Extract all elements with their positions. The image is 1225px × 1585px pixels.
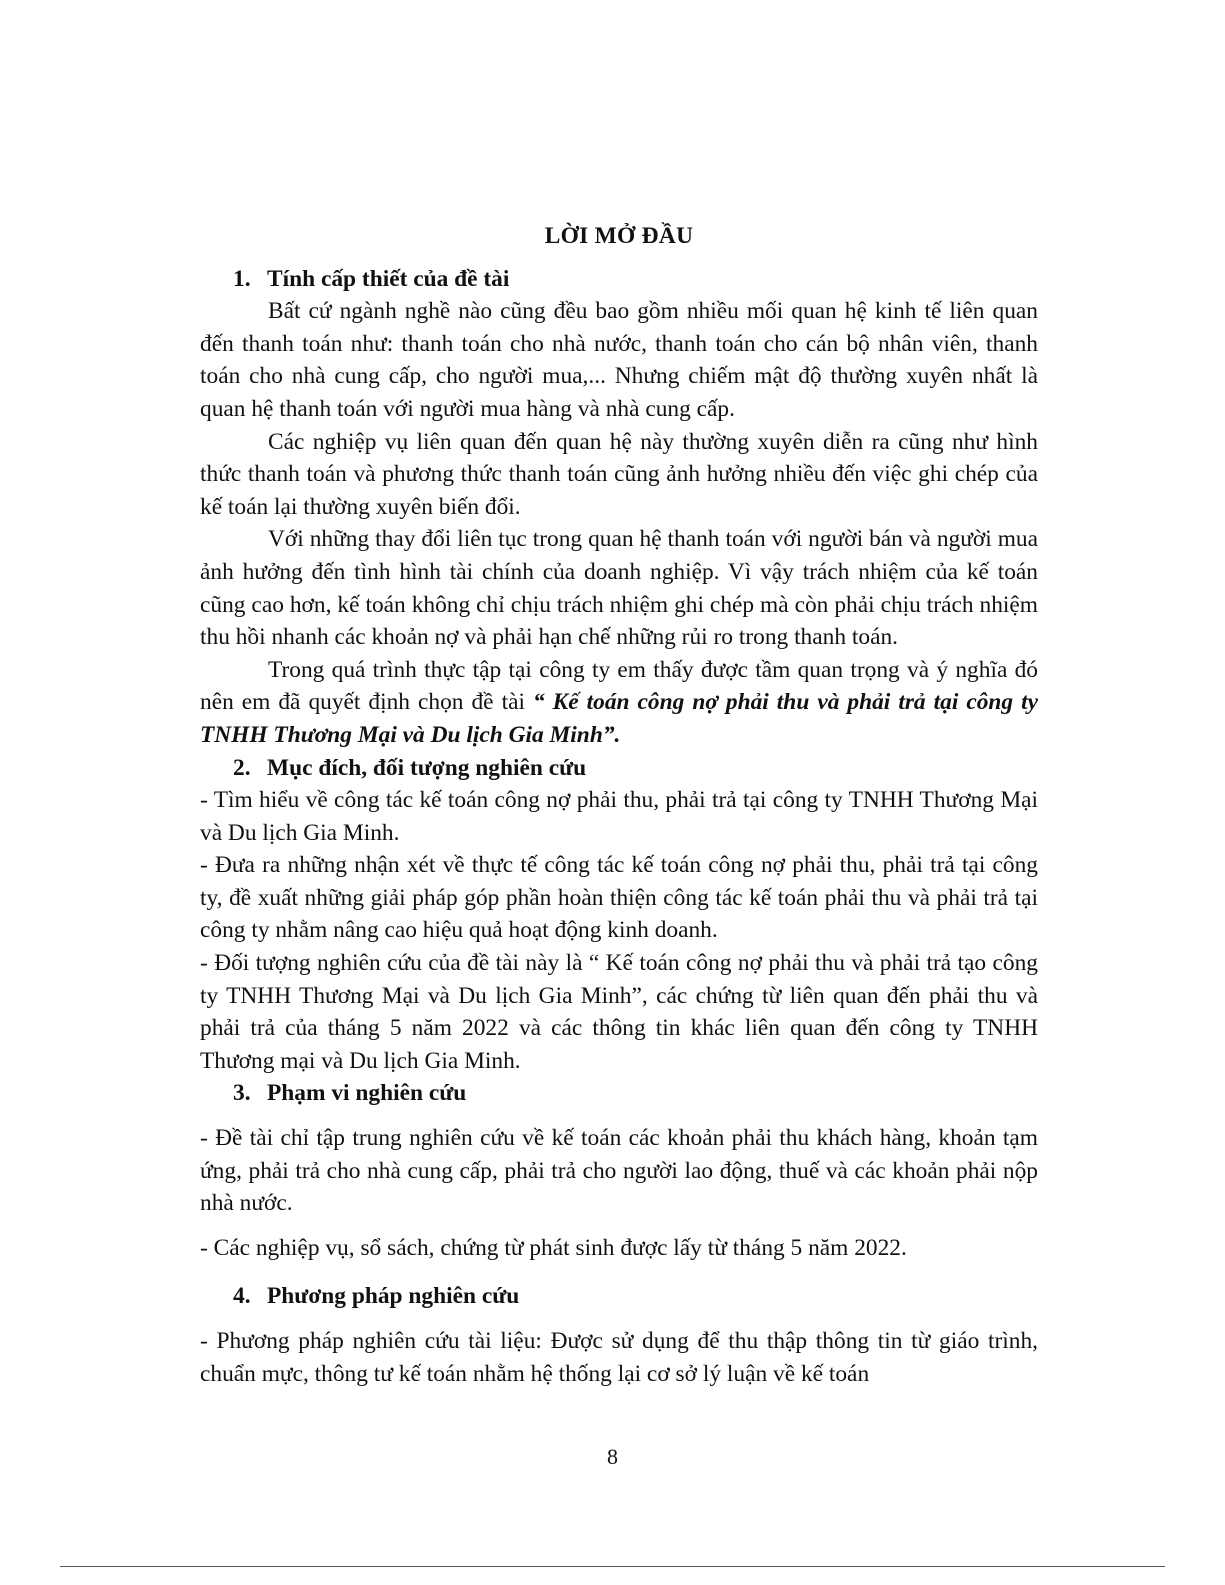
section-1-title: Tính cấp thiết của đề tài [267,265,510,292]
section-4-bullet-1: - Phương pháp nghiên cứu tài liệu: Được sử dụng để thu thập thông tin từ giáo trình, chuẩn mực, thông tư kế toán nhằm hệ thống lại cơ sở lý luận về kế toán [200,1328,1038,1387]
section-3-title: Phạm vi nghiên cứu [267,1080,467,1107]
section-2-number: 2. [233,754,251,781]
section-1-paragraph-4-lead: Trong quá trình thực tập tại công ty em thấy được tầm quan trọng và ý nghĩa đó nên em đã quyết định chọn đề tài [200,656,1038,716]
section-3-number: 3. [233,1080,251,1107]
section-2-bullet-2: - Đưa ra những nhận xét về thực tế công tác kế toán công nợ phải thu, phải trả tại công ty, đề xuất những giải pháp góp phần hoàn thiện công tác kế toán phải thu và phải trả tại công ty nhằm nâng cao hiệu quả hoạt động kinh doanh. [200,852,1038,944]
thesis-topic: “ Kế toán công nợ phải thu và phải trả tại công ty TNHH Thương Mại và Du lịch Gia Minh”. [200,689,1038,748]
section-4-number: 4. [233,1283,251,1310]
section-4-title: Phương pháp nghiên cứu [267,1283,520,1310]
page-number: 8 [607,1444,618,1469]
section-4-heading [200,1280,1038,1313]
section-1-paragraph-3: Với những thay đổi liên tục trong quan hệ thanh toán với người bán và người mua ảnh hưởng đến tình hình tài chính của doanh nghiệp. Vì vậy trách nhiệm của kế toán cũng cao hơn, kế toán không chỉ chịu trách nhiệm ghi chép mà còn phải chịu trách nhiệm thu hồi nhanh các khoản nợ và phải hạn chế những rủi ro trong thanh toán. [200,526,1038,651]
bottom-divider [60,1566,1165,1567]
section-3-bullet-1: - Đề tài chỉ tập trung nghiên cứu về kế toán các khoản phải thu khách hàng, khoản tạm ứng, phải trả cho nhà cung cấp, phải trả cho người lao động, thuế và các khoản phải nộp nhà nước. [200,1125,1038,1217]
document-page [200,220,1038,1390]
section-1-paragraph-2: Các nghiệp vụ liên quan đến quan hệ này thường xuyên diễn ra cũng như hình thức thanh toán và phương thức thanh toán cũng ảnh hưởng nhiều đến việc ghi chép của kế toán lại thường xuyên biến đổi. [200,428,1038,520]
section-1-paragraph-1: Bất cứ ngành nghề nào cũng đều bao gồm nhiều mối quan hệ kinh tế liên quan đến thanh toán như: thanh toán cho nhà nước, thanh toán cho cán bộ nhân viên, thanh toán cho nhà cung cấp, cho người mua,... Nhưng chiếm mật độ thường xuyên nhất là quan hệ thanh toán với người mua hàng và nhà cung cấp. [200,298,1038,422]
section-2-bullet-3: - Đối tượng nghiên cứu của đề tài này là “ Kế toán công nợ phải thu và phải trả tạo công ty TNHH Thương Mại và Du lịch Gia Minh”, các chứng từ liên quan đến phải thu và phải trả của tháng 5 năm 2022 và các thông tin khác liên quan đến công ty TNHH Thương mại và Du lịch Gia Minh. [200,950,1038,1074]
document-title: LỜI MỞ ĐẦU [544,223,694,249]
section-3-heading [200,1077,1038,1110]
section-1-number: 1. [233,265,251,292]
section-2-heading [200,752,1038,785]
section-1-paragraph-4 [200,654,1038,752]
section-2-title: Mục đích, đối tượng nghiên cứu [267,754,587,781]
section-1-heading [200,263,1038,296]
section-2-bullet-1: - Tìm hiểu về công tác kế toán công nợ phải thu, phải trả tại công ty TNHH Thương Mại và Du lịch Gia Minh. [200,787,1038,846]
section-3-bullet-2: - Các nghiệp vụ, sổ sách, chứng từ phát sinh được lấy từ tháng 5 năm 2022. [200,1234,907,1261]
